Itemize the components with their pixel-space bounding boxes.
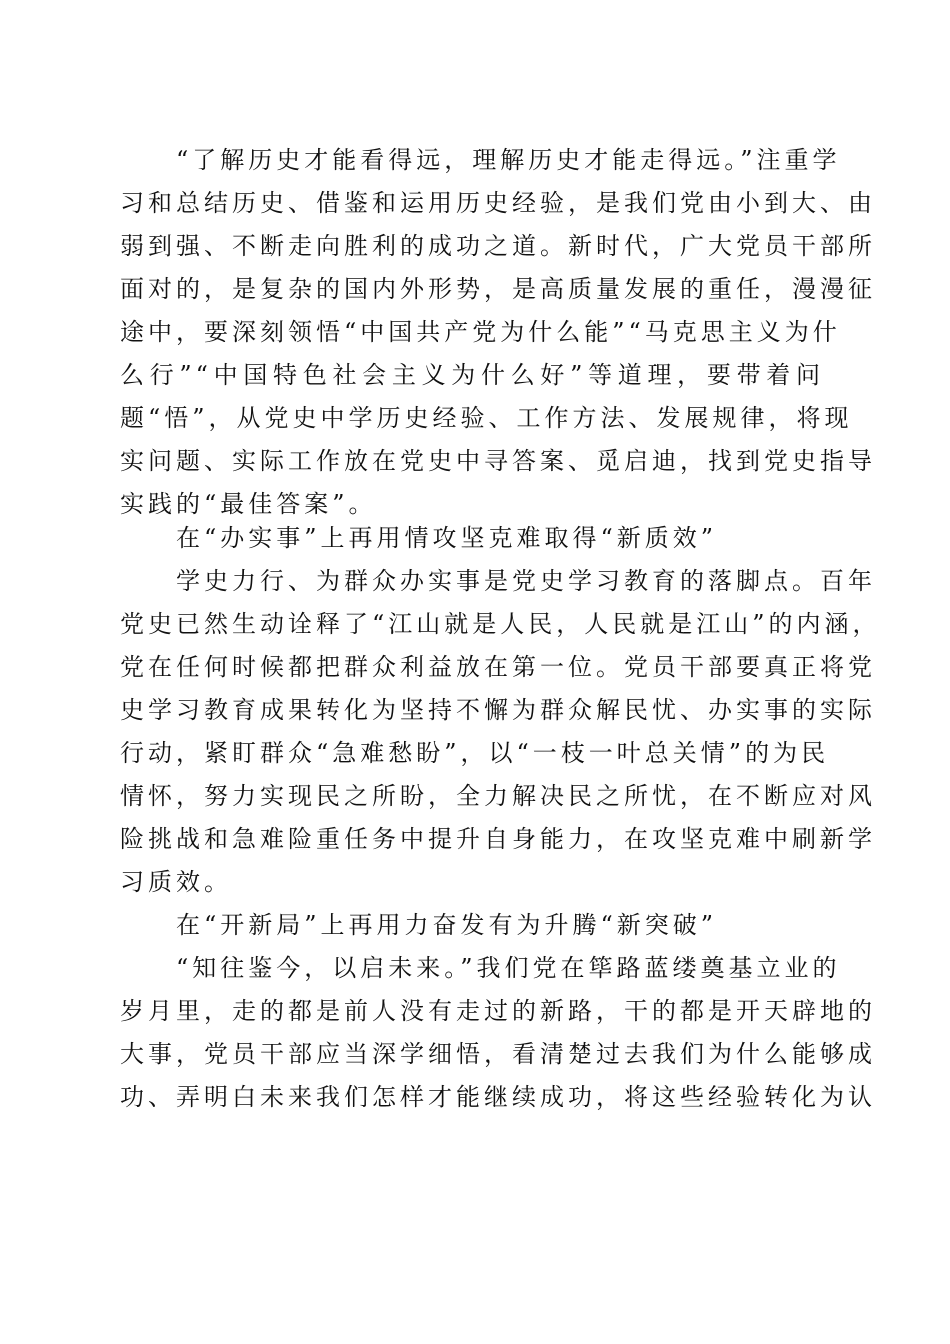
text-line: 么行”“中国特色社会主义为什么好”等道理，要带着问 [120,361,824,389]
text-line: 功、弄明白未来我们怎样才能继续成功，将这些经验转化为认 [120,1083,876,1111]
text-line: 情怀，努力实现民之所盼，全力解决民之所忧，在不断应对风 [120,782,876,810]
text-line: 弱到强、不断走向胜利的成功之道。新时代，广大党员干部所 [120,232,876,260]
text-line: “知往鉴今，以启未来。”我们党在筚路蓝缕奠基立业的 [176,954,841,982]
text-line: 史学习教育成果转化为坚持不懈为群众解民忧、办实事的实际 [120,696,876,724]
section-heading [120,904,824,947]
text-line: 习和总结历史、借鉴和运用历史经验，是我们党由小到大、由 [120,189,876,217]
document-page [120,139,881,1119]
text-line: 题“悟”，从党史中学历史经验、工作方法、发展规律，将现 [120,404,853,432]
text-line: 实问题、实际工作放在党史中寻答案、觅启迪，找到党史指导 [120,447,876,475]
text-line: 学史力行、为群众办实事是党史学习教育的落脚点。百年 [176,567,876,595]
paragraph [120,139,876,526]
paragraph [120,560,881,904]
text-line: 党史已然生动诠释了“江山就是人民，人民就是江山”的内涵， [120,610,881,638]
text-line: 党在任何时候都把群众利益放在第一位。党员干部要真正将党 [120,653,876,681]
text-line: 途中，要深刻领悟“中国共产党为什么能”“马克思主义为什 [120,318,841,346]
text-line: 习质效。 [120,868,232,896]
text-line: 险挑战和急难险重任务中提升自身能力，在攻坚克难中刷新学 [120,825,876,853]
heading-text: 在“开新局”上再用力奋发有为升腾“新突破” [176,911,718,939]
heading-text: 在“办实事”上再用情攻坚克难取得“新质效” [176,524,718,552]
text-line: 面对的，是复杂的国内外形势，是高质量发展的重任，漫漫征 [120,275,876,303]
text-line: 大事，党员干部应当深学细悟，看清楚过去我们为什么能够成 [120,1040,876,1068]
text-line: “了解历史才能看得远，理解历史才能走得远。”注重学 [176,146,841,174]
text-line: 行动，紧盯群众“急难愁盼”，以“一枝一叶总关情”的为民 [120,739,830,767]
text-line: 岁月里，走的都是前人没有走过的新路，干的都是开天辟地的 [120,997,876,1025]
text-line: 实践的“最佳答案”。 [120,490,377,518]
section-heading [120,517,824,560]
paragraph [120,947,876,1119]
